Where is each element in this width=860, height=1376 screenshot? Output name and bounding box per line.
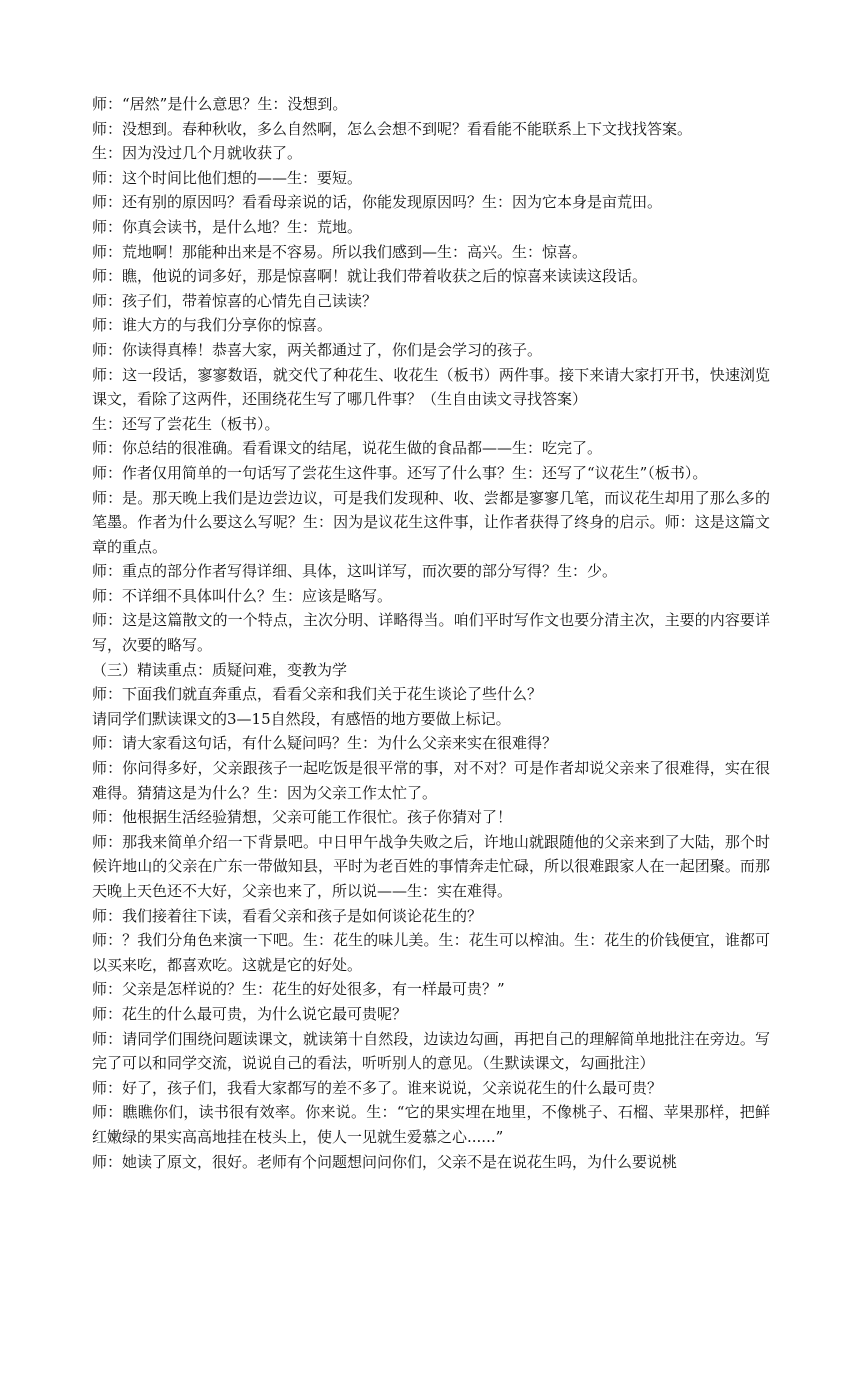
paragraph: 师：重点的部分作者写得详细、具体，这叫详写，而次要的部分写得？生：少。 xyxy=(92,562,618,581)
paragraph: 师：请大家看这句话，有什么疑问吗？生：为什么父亲来实在很难得？ xyxy=(92,734,558,753)
paragraph: 师：孩子们，带着惊喜的心情先自己读读？ xyxy=(92,291,378,310)
paragraph: 师：请同学们围绕问题读课文，就读第十自然段，边读边勾画，再把自己的理解简单地批注在旁边。写完了可以和同学交流，说说自己的看法，听听别人的意见。（生默读课文，勾画批注） xyxy=(92,1029,770,1073)
paragraph: 师：那我来简单介绍一下背景吧。中日甲午战争失败之后，许地山就跟随他的父亲来到了大陆，那个时候许地山的父亲在广东一带做知县，平时为老百姓的事情奔走忙碌，所以很难跟家人在一起团聚。而那天晚上天色还不大好，父亲也来了，所以说——生：实在难得。 xyxy=(92,832,770,900)
paragraph: 师：这是这篇散文的一个特点，主次分明、详略得当。咱们平时写作文也要分清主次，主要的内容要详写，次要的略写。 xyxy=(92,611,770,655)
paragraph: 师：你问得多好，父亲跟孩子一起吃饭是很平常的事，对不对？可是作者却说父亲来了很难得，实在很难得。猜猜这是为什么？生：因为父亲工作太忙了。 xyxy=(92,759,770,802)
paragraph: 师：？我们分角色来演一下吧。生：花生的味儿美。生：花生可以榨油。生：花生的价钱便宜，谁都可以买来吃，都喜欢吃。这就是它的好处。 xyxy=(92,931,770,974)
paragraph: 师：荒地啊！那能种出来是不容易。所以我们感到—生：高兴。生：惊喜。 xyxy=(92,242,588,261)
paragraph: 生：还写了尝花生（板书）。 xyxy=(92,414,280,433)
paragraph: 师：这一段话，寥寥数语，就交代了种花生、收花生（板书）两件事。接下来请大家打开书，快速浏览课文，看除了这两件，还围绕花生写了哪几件事？（生自由读文寻找答案） xyxy=(92,365,770,409)
paragraph: 师：作者仅用简单的一句话写了尝花生这件事。还写了什么事？生：还写了“议花生”（板书）。 xyxy=(92,463,708,482)
paragraph: 师：她读了原文，很好。老师有个问题想问问你们，父亲不是在说花生吗，为什么要说桃 xyxy=(92,1152,678,1171)
paragraph: 师：是。那天晚上我们是边尝边议，可是我们发现种、收、尝都是寥寥几笔，而议花生却用了那么多的笔墨。作者为什么要这么写呢？生：因为是议花生这件事，让作者获得了终身的启示。师：这是这篇文章的重点。 xyxy=(92,488,770,556)
paragraph: 师：没想到。春种秋收，多么自然啊，怎么会想不到呢？看看能不能联系上下文找找答案。 xyxy=(92,119,693,138)
paragraph: 师：谁大方的与我们分享你的惊喜。 xyxy=(92,316,333,335)
document-body xyxy=(92,92,770,1174)
paragraph: 生：因为没过几个月就收获了。 xyxy=(92,144,303,163)
section-heading: （三）精读重点：质疑问难，变教为学 xyxy=(92,660,348,679)
paragraph: 师：这个时间比他们想的——生：要短。 xyxy=(92,168,363,187)
paragraph: 师：瞧瞧你们，读书很有效率。你来说。生：“它的果实埋在地里，不像桃子、石榴、苹果那样，把鲜红嫩绿的果实高高地挂在枝头上，使人一见就生爱慕之心......” xyxy=(92,1103,770,1146)
paragraph: 师：瞧，他说的词多好，那是惊喜啊！就让我们带着收获之后的惊喜来读读这段话。 xyxy=(92,267,648,286)
paragraph: 师：不详细不具体叫什么？生：应该是略写。 xyxy=(92,586,393,605)
paragraph: 师：我们接着往下读，看看父亲和孩子是如何谈论花生的？ xyxy=(92,906,483,925)
paragraph: 师：下面我们就直奔重点，看看父亲和我们关于花生谈论了些什么？ xyxy=(92,685,543,704)
paragraph: 师：父亲是怎样说的？生：花生的好处很多，有一样最可贵？” xyxy=(92,980,505,999)
paragraph: 师：你读得真棒！恭喜大家，两关都通过了，你们是会学习的孩子。 xyxy=(92,340,543,359)
paragraph: 师：你总结的很准确。看看课文的结尾，说花生做的食品都——生：吃完了。 xyxy=(92,439,603,458)
paragraph: 师：“居然”是什么意思？生：没想到。 xyxy=(92,95,348,113)
paragraph: 师：你真会读书，是什么地？生：荒地。 xyxy=(92,217,363,236)
paragraph: 师：还有别的原因吗？看看母亲说的话，你能发现原因吗？生：因为它本身是亩荒田。 xyxy=(92,193,663,212)
paragraph: 师：花生的什么最可贵，为什么说它最可贵呢？ xyxy=(92,1004,408,1023)
paragraph: 师：好了，孩子们，我看大家都写的差不多了。谁来说说，父亲说花生的什么最可贵？ xyxy=(92,1078,663,1097)
paragraph: 师：他根据生活经验猜想，父亲可能工作很忙。孩子你猜对了！ xyxy=(92,808,513,827)
paragraph: 请同学们默读课文的3—15自然段，有感悟的地方要做上标记。 xyxy=(92,709,511,728)
